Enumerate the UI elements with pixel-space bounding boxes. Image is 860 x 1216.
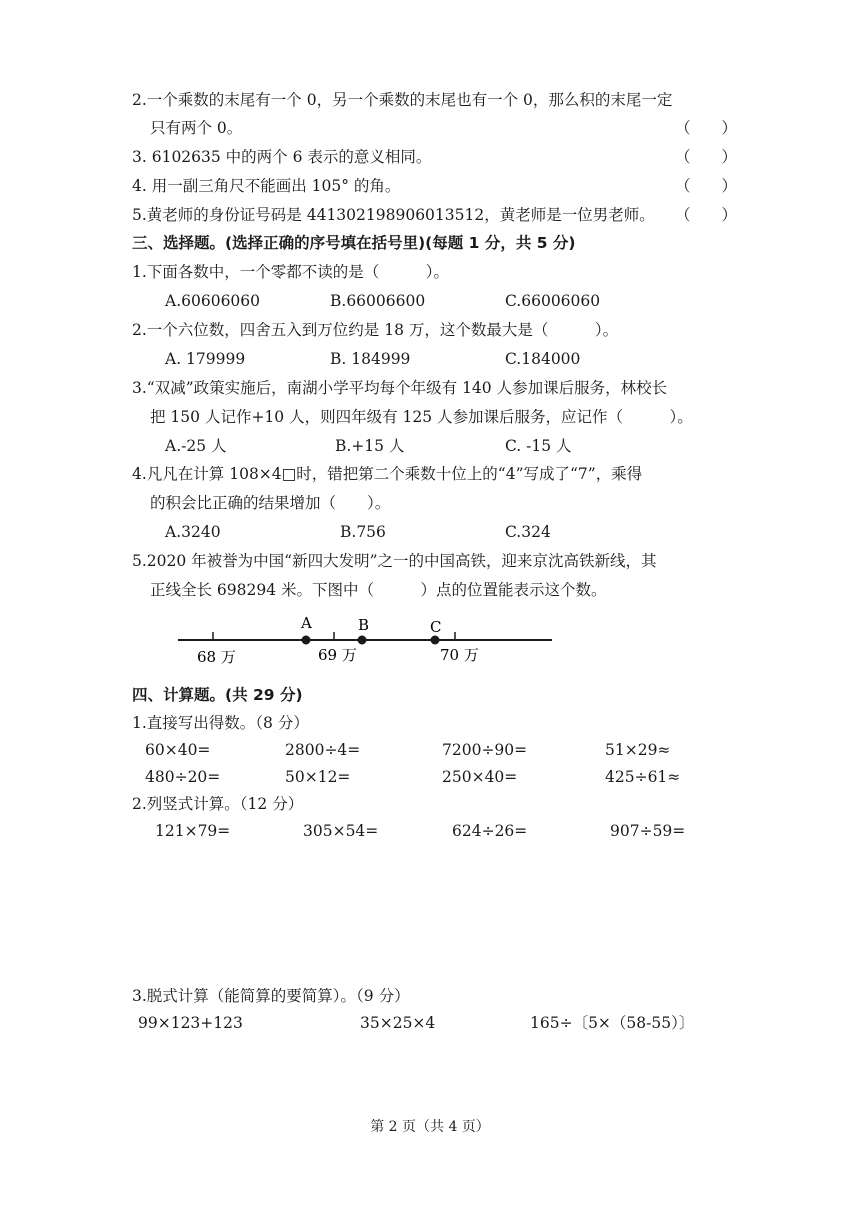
calc-1-expr-4: 51×29≈ <box>605 741 671 759</box>
judge-3-answer-paren: （ ） <box>675 148 738 166</box>
point-a-label: A <box>301 614 312 632</box>
calc-1-expr-5: 480÷20= <box>145 768 221 786</box>
number-line <box>170 608 570 672</box>
point-c-dot <box>431 636 440 645</box>
calc-3-expr-1: 99×123+123 <box>138 1014 243 1032</box>
choice-2-option-c: C.184000 <box>505 350 581 368</box>
calc-part3-title: 3.脱式计算（能简算的要简算）。（9 分） <box>132 987 410 1005</box>
choice-2: 2.一个六位数，四舍五入到万位约是 18 万，这个数最大是（ ）。 <box>132 321 619 339</box>
choice-4-line1: 4.凡凡在计算 108×4□时，错把第二个乘数十位上的“4”写成了“7”，乘得 <box>132 465 643 483</box>
choice-1-option-b: B.66006600 <box>330 292 426 310</box>
calc-1-expr-1: 60×40= <box>145 741 211 759</box>
choice-3-line1: 3.“双减”政策实施后，南湖小学平均每个年级有 140 人参加课后服务，林校长 <box>132 379 668 397</box>
choice-3-option-b: B.+15 人 <box>335 437 405 455</box>
choice-1-option-a: A.60606060 <box>165 292 261 310</box>
point-c-label: C <box>430 618 442 636</box>
choice-5-line1: 5.2020 年被誉为中国“新四大发明”之一的中国高铁，迎来京沈高铁新线，其 <box>132 552 657 570</box>
choice-3-option-c: C. -15 人 <box>505 437 572 455</box>
calc-2-expr-4: 907÷59= <box>610 822 686 840</box>
choice-4-option-b: B.756 <box>340 523 386 541</box>
judge-3: 3. 6102635 中的两个 6 表示的意义相同。 <box>132 148 432 166</box>
choice-4-option-a: A.3240 <box>165 523 221 541</box>
calc-2-expr-3: 624÷26= <box>452 822 528 840</box>
judge-4: 4. 用一副三角尺不能画出 105° 的角。 <box>132 177 401 195</box>
choice-3-line2: 把 150 人记作+10 人，则四年级有 125 人参加课后服务，应记作（ ）。 <box>150 408 693 426</box>
choice-4-option-c: C.324 <box>505 523 551 541</box>
choice-1-option-c: C.66006060 <box>505 292 601 310</box>
point-b-label: B <box>358 616 370 634</box>
point-a-dot <box>302 636 311 645</box>
tick-label-69: 69 万 <box>318 646 357 664</box>
point-b-dot <box>358 636 367 645</box>
calc-heading: 四、计算题。(共 29 分) <box>132 686 303 704</box>
calc-part2-title: 2.列竖式计算。（12 分） <box>132 795 304 813</box>
choice-5-line2: 正线全长 698294 米。下图中（ ）点的位置能表示这个数。 <box>150 581 607 599</box>
judge-5-answer-paren: （ ） <box>675 206 738 224</box>
choice-3-option-a: A.-25 人 <box>165 437 227 455</box>
calc-1-expr-2: 2800÷4= <box>285 741 361 759</box>
calc-part1-title: 1.直接写出得数。（8 分） <box>132 714 309 732</box>
judge-2-line1: 2.一个乘数的末尾有一个 0，另一个乘数的末尾也有一个 0，那么积的末尾一定 <box>132 91 673 109</box>
calc-2-expr-2: 305×54= <box>303 822 379 840</box>
calc-3-expr-2: 35×25×4 <box>360 1014 436 1032</box>
tick-label-68: 68 万 <box>197 648 236 666</box>
judge-2-answer-paren: （ ） <box>675 119 738 137</box>
calc-1-expr-3: 7200÷90= <box>442 741 528 759</box>
calc-1-expr-7: 250×40= <box>442 768 518 786</box>
calc-1-expr-6: 50×12= <box>285 768 351 786</box>
choice-heading: 三、选择题。(选择正确的序号填在括号里)(每题 1 分，共 5 分) <box>132 234 576 252</box>
choice-2-option-a: A. 179999 <box>165 350 246 368</box>
choice-2-option-b: B. 184999 <box>330 350 411 368</box>
page-footer: 第 2 页（共 4 页） <box>370 1119 490 1135</box>
choice-4-line2: 的积会比正确的结果增加（ ）。 <box>150 494 391 512</box>
judge-5: 5.黄老师的身份证号码是 441302198906013512，黄老师是一位男老师。 <box>132 206 655 224</box>
judge-2-line2: 只有两个 0。 <box>150 119 243 137</box>
calc-1-expr-8: 425÷61≈ <box>605 768 681 786</box>
tick-label-70: 70 万 <box>440 646 479 664</box>
calc-2-expr-1: 121×79= <box>155 822 231 840</box>
judge-4-answer-paren: （ ） <box>675 177 738 195</box>
choice-1: 1.下面各数中，一个零都不读的是（ ）。 <box>132 263 450 281</box>
calc-3-expr-3: 165÷〔5×（58-55）〕 <box>530 1014 695 1032</box>
